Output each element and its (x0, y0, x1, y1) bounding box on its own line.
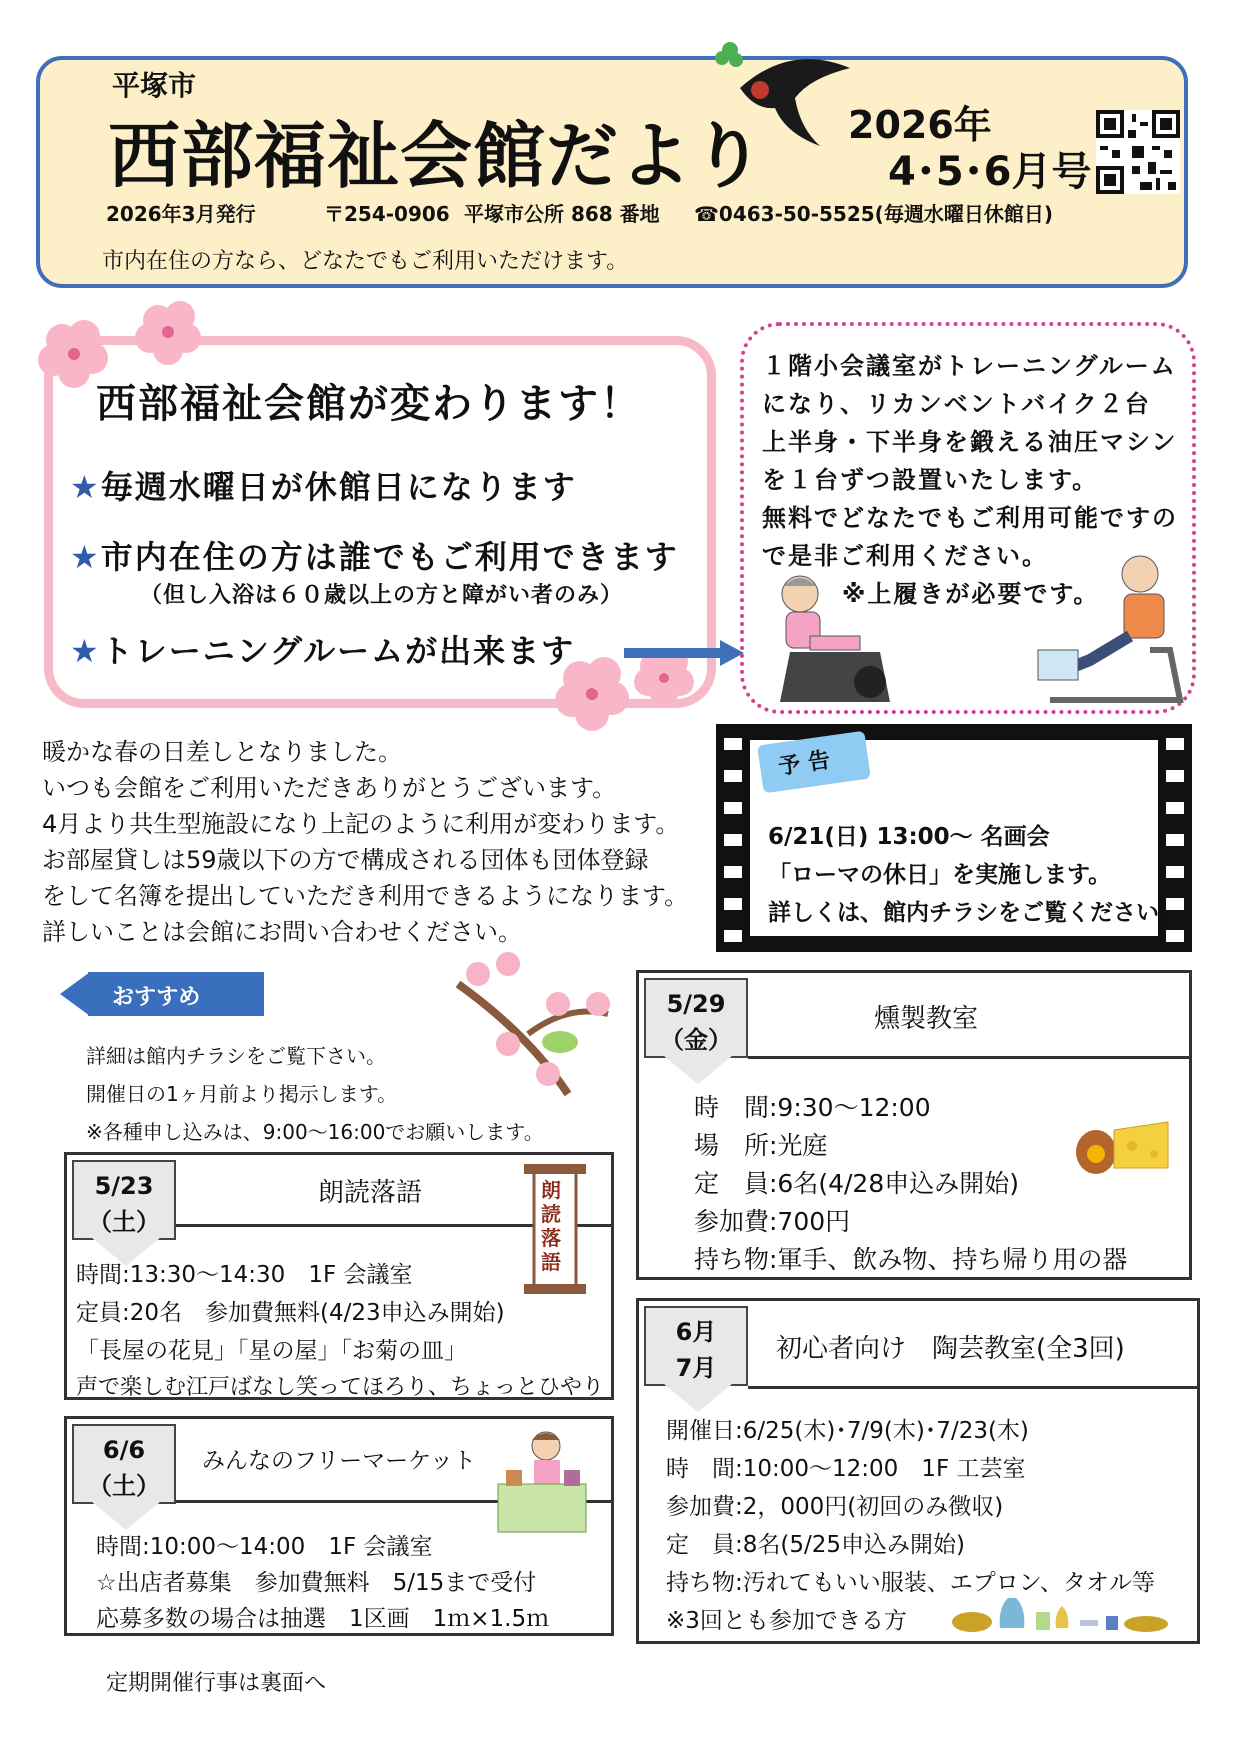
training-text-line: 無料でどなたでもご利用可能ですの (762, 504, 1178, 532)
event-date-badge: 6/6 （土） (72, 1424, 176, 1504)
event-detail-line: 「長屋の花見」「星の屋」「お菊の皿」 (76, 1338, 467, 1364)
change-title: 西部福祉会館が変わります！ (96, 381, 642, 427)
event-detail-line: 声で楽しむ江戸ばなし笑ってほろり、ちょっとひやり (76, 1375, 605, 1400)
change-point-closed-wednesday: ★毎週水曜日が休館日になります (70, 468, 577, 506)
event-detail-line: 参加費:700円 (694, 1207, 851, 1236)
exercise-bike-illustration (770, 572, 910, 708)
event-detail-line: 持ち物:軍手、飲み物、持ち帰り用の器 (694, 1245, 1128, 1274)
tab-arrow-tip (60, 972, 90, 1016)
event-detail-line: 参加費:2，000円(初回のみ徴収) (666, 1494, 1004, 1520)
recommend-line: ※各種申し込みは、9:00～16:00でお願いします。 (86, 1120, 544, 1144)
qr-code[interactable] (1096, 110, 1180, 194)
training-text-line: を１台ずつ設置いたします。 (762, 466, 1099, 494)
star-icon: ★ (70, 632, 101, 670)
issue-year: 2026年 (848, 103, 992, 147)
star-icon: ★ (70, 468, 101, 506)
event-detail-line: 応募多数の場合は抽選 1区画 1ｍ×1.5ｍ (96, 1606, 550, 1632)
cherry-blossom-icon (120, 294, 230, 374)
recommend-line: 開催日の1ヶ月前より掲示します。 (86, 1082, 398, 1106)
event-detail-line: 時 間:10:00～12:00 1F 工芸室 (666, 1456, 1026, 1482)
event-detail-line: 定 員:6名(4/28申込み開始) (694, 1169, 1019, 1198)
event-detail-line: 持ち物:汚れてもいい服装、エプロン、タオル等 (666, 1570, 1155, 1596)
change-point-training-room: ★トレーニングルームが出来ます (70, 632, 576, 670)
star-icon: ★ (70, 538, 101, 576)
event-detail-line: 定員:20名 参加費無料(4/23申込み開始) (76, 1300, 505, 1326)
city-name: 平塚市 (112, 69, 197, 102)
training-text-line: １階小会議室がトレーニングルーム (762, 352, 1177, 380)
footer-note: 定期開催行事は裏面へ (106, 1671, 327, 1696)
greeting-line: お部屋貸しは59歳以下の方で構成される団体も団体登録 (42, 846, 649, 874)
cherry-branch-illustration (448, 944, 618, 1104)
preview-line: 6/21(日) 13:00～ 名画会 (768, 824, 1050, 850)
event-date-badge: 5/23 （土） (72, 1160, 176, 1240)
arrow-right-icon (624, 640, 744, 666)
pottery-items-illustration (950, 1594, 1170, 1636)
divider (748, 1386, 1198, 1389)
event-detail-line: 場 所:光庭 (694, 1131, 828, 1160)
event-detail-line: ※3回とも参加できる方 (666, 1608, 907, 1634)
event-detail-line: 時間:10:00～14:00 1F 会議室 (96, 1534, 433, 1560)
preview-label: 予告 (776, 746, 840, 781)
event-date-badge: 6月 7月 (644, 1306, 748, 1386)
training-text-line: で是非ご利用ください。 (762, 542, 1048, 570)
recommend-line: 詳細は館内チラシをご覧下さい。 (86, 1044, 386, 1068)
training-text-line: になり、リカンベントバイク２台 (762, 390, 1151, 418)
event-title: 燻製教室 (874, 1004, 979, 1034)
address: 平塚市公所 868 番地 (464, 202, 660, 226)
newsletter-title: 西部福祉会館だより (108, 114, 766, 198)
preview-line: 詳しくは、館内チラシをご覧ください。 (768, 900, 1182, 926)
event-detail-line: 開催日:6/25(木)･7/9(木)･7/23(木) (666, 1418, 1029, 1444)
divider (748, 1056, 1190, 1059)
phone-number[interactable]: ☎0463-50-5525(毎週水曜日休館日) (694, 202, 1053, 226)
rakugo-sign-text: 朗読落語 (541, 1178, 561, 1274)
training-text-line: 上半身・下半身を鍛える油圧マシン (762, 428, 1178, 456)
event-detail-line: 時 間:9:30～12:00 (694, 1093, 931, 1122)
change-point-residents: ★市内在住の方は誰でもご利用できます (70, 538, 679, 576)
event-date-badge: 5/29 （金） (644, 978, 748, 1058)
flea-market-stall-illustration (494, 1426, 590, 1536)
preview-line: 「ローマの休日」を実施します。 (768, 862, 1112, 888)
greeting-line: をして名簿を提出していただき利用できるようになります。 (42, 882, 689, 910)
event-detail-line: 定 員:8名(5/25申込み開始) (666, 1532, 965, 1558)
swallow-illustration (700, 38, 850, 148)
event-detail-line: ☆出店者募集 参加費無料 5/15まで受付 (96, 1570, 537, 1596)
event-detail-line: 時間:13:30～14:30 1F 会議室 (76, 1262, 413, 1288)
training-note: ※上履きが必要です。 (842, 580, 1100, 608)
header-subline: 市内在住の方なら、どなたでもご利用いただけます。 (102, 249, 629, 274)
event-title: 初心者向け 陶芸教室(全3回) (776, 1334, 1125, 1364)
event-title: みんなのフリーマーケット (202, 1448, 476, 1474)
greeting-line: 4月より共生型施設になり上記のように利用が変わります。 (42, 810, 680, 838)
change-point-note: （但し入浴は６０歳以上の方と障がい者のみ） (140, 583, 624, 608)
greeting-line: 暖かな春の日差しとなりました。 (42, 738, 402, 766)
cheese-egg-illustration (1070, 1110, 1170, 1180)
recommend-label: おすすめ (112, 985, 201, 1010)
leg-press-illustration (1030, 550, 1190, 706)
issue-months: 4･5･6月号 (888, 149, 1092, 195)
event-title: 朗読落語 (318, 1178, 423, 1208)
postal-code: 〒254-0906 (324, 202, 450, 226)
greeting-line: いつも会館をご利用いただきありがとうございます。 (42, 774, 617, 802)
issued-date: 2026年3月発行 (106, 202, 256, 226)
greeting-line: 詳しいことは会館にお問い合わせください。 (42, 918, 522, 946)
